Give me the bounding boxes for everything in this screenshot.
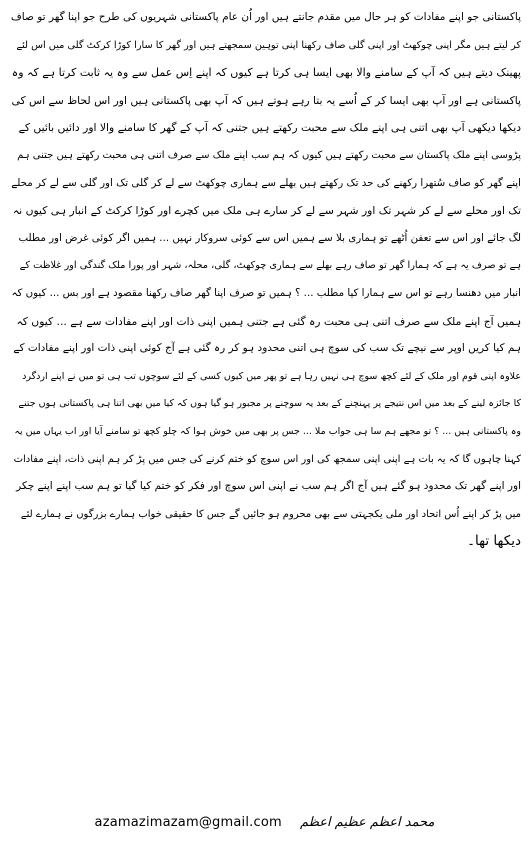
article-line: ہمیں آج اپنے ملک سے صرف اتنی ہی محبت رہ گئی ہے جتنی ہمیں اپنی ذات اور اپنے مفادات سے ہے ... کیوں کہ [16,314,521,328]
article-line: کا جائزہ لینے کے بعد میں اس نتیجے پر پہنچنے کے بعد یہ سوچنے پر مجبور ہو گیا ہوں کہ کیا میں بھی اتنا ہی پاکستانی ہوں جتنے [18,398,521,410]
article-body [10,4,521,556]
author-email: azamazimazam@gmail.com [94,815,282,830]
article-line: دیکھا تھا۔ [467,533,521,550]
author-name: محمد اعظم عظیم اعظم [299,815,435,830]
article-line: لگ جائے اور اس سے تعفن اُٹھے تو ہماری بلا سے ہمیں اس سے کوئی سروکار نہیں ... ہمیں اگر کوئی غرض اور مطلب [18,231,521,244]
article-line: پاکستانی جو اپنے مفادات کو ہر حال میں مقدم جانتے ہیں اور اُن عام پاکستانی شہریوں کی طرح جو اپنا گھر تو صاف [10,11,521,23]
article-line: پڑوسی اپنے ملک پاکستان سے محبت رکھتے ہیں کیوں کہ ہم سب اپنے ملک سے صرف اتنی ہی محبت رکھتے ہیں جتنی ہم [17,149,521,161]
article-line: پاکستانی ہے اور آپ بھی ایسا کر کے اُسے یہ بتا رہے ہوتے ہیں کہ آپ بھی پاکستانی ہیں اور اس لحاظ سے اس کی [11,93,521,107]
article-line: انبار میں دھنسا رہے تو اس سے ہمارا کیا مطلب ... ؟ ہمیں تو صرف اپنا گھر صاف رکھنا مقصود ہے اور بس ... کیوں کہ [11,286,521,299]
article-line: ہے تو صرف یہ ہے کہ ہمارا گھر تو صاف رہے بھلے سے ہماری چوکھٹ، گلی، محلہ، شہر اور پورا ملک گندگی اور غلاظت کے [19,260,521,272]
article-line: وہ پاکستانی ہیں ... ؟ تو مجھے ہم سا ہی جواب ملا ... جس پر بھی میں خوش ہوا کہ چلو کچھ تو سامنے آیا اور اب یہاں میں یہ [14,425,521,437]
article-line: کر لیتے ہیں مگر اپنی چوکھٹ اور اپنی گلی صاف رکھنا اپنی توہین سمجھتے ہیں اور گھر کا سارا کوڑا کرکٹ گلی میں اس لئے [16,39,521,51]
article-line: ہم کیا کریں اوپر سے نیچے تک سب کی سوچ ہی اتنی محدود ہو کر رہ گئی ہے آج کوئی اپنی ذات اور اپنے مفادات کے [13,342,521,355]
article-line: علاوہ اپنی قوم اور ملک کے لئے کچھ سوچ ہی نہیں رہا ہے تو پھر میں کیوں کسی کے لئے سوچوں تب ہی تو میں نے اپنے اردگرد [22,370,521,382]
article-line: پھینک دیتے ہیں کہ آپ کے سامنے والا بھی ایسا ہی کرتا ہے کیوں کہ اپنے اِس عمل سے وہ یہ ثابت کرتا ہے کہ وہ [11,66,521,80]
article-line: میں پڑ کر اپنے اُس اتحاد اور ملی یکجہتی سے بھی محروم ہو جائیں گے جس کا حقیقی خواب ہمارے بزرگوں نے ہمارے لئے [20,508,521,520]
article-line: دیکھا دیکھی آپ بھی اتنی ہی اپنے ملک سے محبت رکھتے ہیں جتنی کہ آپ کے گھر کا سامنے والا اور دائیں بائیں کے [18,121,521,135]
article-line: کہنا چاہوں گا کہ یہ بات ہے اپنی اپنی سمجھ کی اور اس سوچ کو ختم کرنے کی جس میں پڑ کر ہم اپنی ذات، اپنے مفادات [13,453,521,465]
article-line: اور اپنے گھر تک محدود ہو گئے ہیں آج اگر ہم سب نے اپنی اس سوچ اور فکر کو ختم کیا گیا تو ہم سب اپنے اپنے چکر [16,480,521,493]
article-line: تک اور محلے سے لے کر شہر تک اور شہر سے لے کر سارے ہی ملک میں کچرے اور کوڑا کرکٹ کے انبار ہی کیوں نہ [12,204,521,218]
footer [0,814,529,832]
article-line: اپنے گھر کو صاف سُتھرا رکھنے کی حد تک رکھتے ہیں بھلے سے ہماری چوکھٹ سے لے کر گلی تک اور گلی سے لے کر محلے [11,176,521,189]
